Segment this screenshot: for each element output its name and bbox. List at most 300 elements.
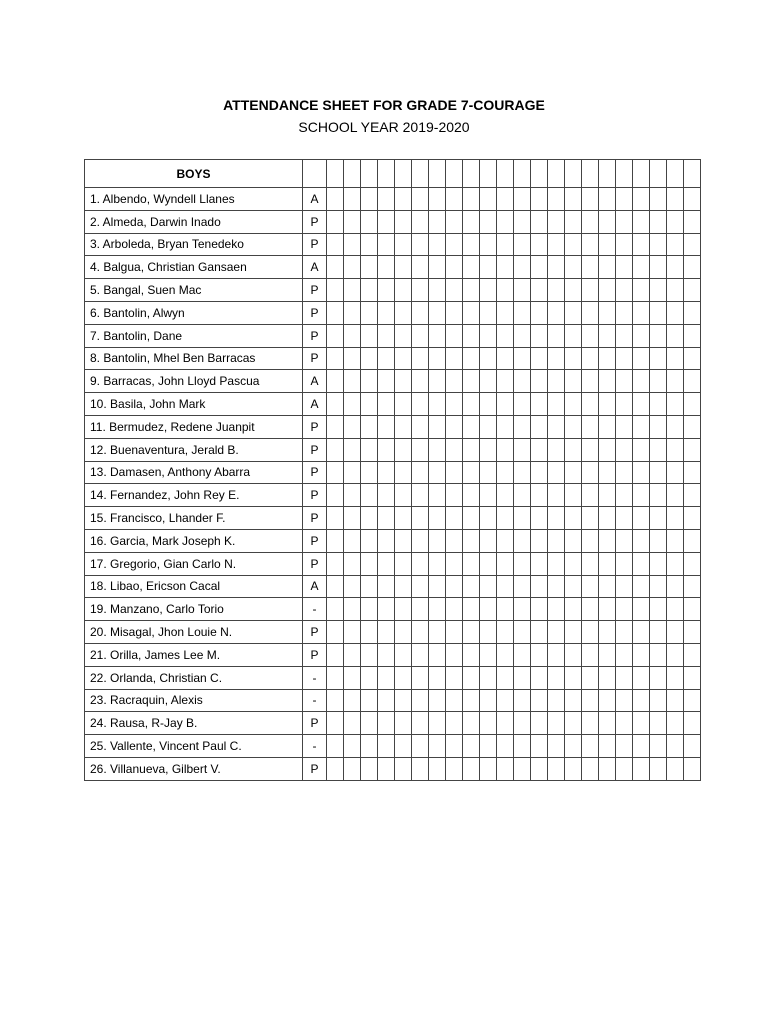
day-cell <box>497 279 514 302</box>
day-cell <box>412 689 429 712</box>
attendance-mark: A <box>303 256 327 279</box>
day-cell <box>667 438 684 461</box>
day-cell <box>378 735 395 758</box>
day-cell <box>616 461 633 484</box>
day-cell <box>395 552 412 575</box>
day-cell <box>565 438 582 461</box>
day-cell <box>633 484 650 507</box>
day-cell <box>446 598 463 621</box>
day-cell <box>616 666 633 689</box>
day-cell <box>463 666 480 689</box>
day-cell <box>633 507 650 530</box>
day-cell <box>684 160 701 188</box>
day-cell <box>429 621 446 644</box>
day-cell <box>497 529 514 552</box>
day-cell <box>361 279 378 302</box>
day-cell <box>667 210 684 233</box>
day-cell <box>650 461 667 484</box>
day-cell <box>378 301 395 324</box>
day-cell <box>344 552 361 575</box>
student-name: 15. Francisco, Lhander F. <box>85 507 303 530</box>
day-cell <box>463 324 480 347</box>
day-cell <box>463 279 480 302</box>
day-cell <box>446 643 463 666</box>
day-cell <box>616 279 633 302</box>
day-cell <box>633 689 650 712</box>
day-cell <box>378 210 395 233</box>
day-cell <box>344 393 361 416</box>
day-cell <box>344 735 361 758</box>
day-cell <box>395 621 412 644</box>
attendance-mark: P <box>303 438 327 461</box>
day-cell <box>684 643 701 666</box>
day-cell <box>344 188 361 211</box>
day-cell <box>599 484 616 507</box>
day-cell <box>446 347 463 370</box>
day-cell <box>616 370 633 393</box>
attendance-mark: A <box>303 188 327 211</box>
day-cell <box>429 712 446 735</box>
day-cell <box>327 484 344 507</box>
day-cell <box>412 552 429 575</box>
day-cell <box>514 160 531 188</box>
day-cell <box>446 484 463 507</box>
day-cell <box>684 347 701 370</box>
student-name: 25. Vallente, Vincent Paul C. <box>85 735 303 758</box>
day-cell <box>463 598 480 621</box>
day-cell <box>582 689 599 712</box>
day-cell <box>667 256 684 279</box>
day-cell <box>599 575 616 598</box>
day-cell <box>446 160 463 188</box>
day-cell <box>514 301 531 324</box>
attendance-mark: P <box>303 484 327 507</box>
day-cell <box>650 256 667 279</box>
day-cell <box>565 666 582 689</box>
day-cell <box>548 370 565 393</box>
day-cell <box>378 347 395 370</box>
day-cell <box>531 529 548 552</box>
day-cell <box>429 415 446 438</box>
day-cell <box>616 529 633 552</box>
day-cell <box>514 324 531 347</box>
student-name: 18. Libao, Ericson Cacal <box>85 575 303 598</box>
day-cell <box>497 507 514 530</box>
day-cell <box>599 461 616 484</box>
day-cell <box>327 735 344 758</box>
day-cell <box>531 666 548 689</box>
day-cell <box>582 370 599 393</box>
day-cell <box>463 415 480 438</box>
attendance-mark: P <box>303 347 327 370</box>
student-name: 11. Bermudez, Redene Juanpit <box>85 415 303 438</box>
day-cell <box>327 689 344 712</box>
table-row <box>85 507 701 530</box>
day-cell <box>446 666 463 689</box>
day-cell <box>582 233 599 256</box>
day-cell <box>344 279 361 302</box>
table-row <box>85 438 701 461</box>
day-cell <box>344 461 361 484</box>
day-cell <box>395 438 412 461</box>
day-cell <box>327 301 344 324</box>
day-cell <box>480 621 497 644</box>
day-cell <box>446 415 463 438</box>
day-cell <box>361 347 378 370</box>
student-name: 14. Fernandez, John Rey E. <box>85 484 303 507</box>
day-cell <box>548 461 565 484</box>
day-cell <box>378 415 395 438</box>
day-cell <box>361 256 378 279</box>
day-cell <box>361 507 378 530</box>
day-cell <box>616 507 633 530</box>
day-cell <box>446 461 463 484</box>
day-cell <box>531 438 548 461</box>
table-row <box>85 415 701 438</box>
day-cell <box>548 735 565 758</box>
day-cell <box>480 712 497 735</box>
table-row <box>85 621 701 644</box>
day-cell <box>548 347 565 370</box>
student-name: 9. Barracas, John Lloyd Pascua <box>85 370 303 393</box>
day-cell <box>582 507 599 530</box>
day-cell <box>565 712 582 735</box>
day-cell <box>344 666 361 689</box>
day-cell <box>514 507 531 530</box>
day-cell <box>667 188 684 211</box>
day-cell <box>327 210 344 233</box>
day-cell <box>684 529 701 552</box>
day-cell <box>633 347 650 370</box>
day-cell <box>412 324 429 347</box>
day-cell <box>616 415 633 438</box>
day-cell <box>531 643 548 666</box>
day-cell <box>446 188 463 211</box>
day-cell <box>650 735 667 758</box>
day-cell <box>412 461 429 484</box>
day-cell <box>633 461 650 484</box>
header-cell-boys: BOYS <box>85 160 303 188</box>
day-cell <box>531 598 548 621</box>
day-cell <box>395 598 412 621</box>
day-cell <box>497 438 514 461</box>
table-row <box>85 666 701 689</box>
day-cell <box>616 301 633 324</box>
day-cell <box>667 529 684 552</box>
day-cell <box>514 347 531 370</box>
day-cell <box>361 461 378 484</box>
day-cell <box>446 757 463 780</box>
day-cell <box>480 507 497 530</box>
day-cell <box>616 735 633 758</box>
day-cell <box>650 188 667 211</box>
day-cell <box>548 415 565 438</box>
student-name: 7. Bantolin, Dane <box>85 324 303 347</box>
day-cell <box>395 233 412 256</box>
day-cell <box>565 256 582 279</box>
day-cell <box>650 324 667 347</box>
day-cell <box>582 347 599 370</box>
day-cell <box>548 188 565 211</box>
day-cell <box>378 552 395 575</box>
attendance-mark: P <box>303 301 327 324</box>
day-cell <box>497 598 514 621</box>
day-cell <box>429 233 446 256</box>
day-cell <box>361 757 378 780</box>
day-cell <box>531 507 548 530</box>
table-row <box>85 324 701 347</box>
day-cell <box>497 643 514 666</box>
day-cell <box>344 347 361 370</box>
day-cell <box>344 256 361 279</box>
day-cell <box>327 621 344 644</box>
day-cell <box>684 598 701 621</box>
day-cell <box>667 712 684 735</box>
day-cell <box>395 689 412 712</box>
day-cell <box>531 484 548 507</box>
day-cell <box>633 438 650 461</box>
day-cell <box>650 233 667 256</box>
day-cell <box>616 621 633 644</box>
day-cell <box>361 735 378 758</box>
day-cell <box>344 160 361 188</box>
day-cell <box>599 712 616 735</box>
day-cell <box>412 575 429 598</box>
day-cell <box>429 598 446 621</box>
day-cell <box>361 643 378 666</box>
day-cell <box>616 233 633 256</box>
day-cell <box>667 598 684 621</box>
table-row <box>85 301 701 324</box>
day-cell <box>395 256 412 279</box>
day-cell <box>548 757 565 780</box>
day-cell <box>514 712 531 735</box>
day-cell <box>599 689 616 712</box>
student-name: 4. Balgua, Christian Gansaen <box>85 256 303 279</box>
table-row <box>85 643 701 666</box>
day-cell <box>429 507 446 530</box>
table-row <box>85 757 701 780</box>
day-cell <box>616 438 633 461</box>
day-cell <box>667 575 684 598</box>
day-cell <box>395 757 412 780</box>
day-cell <box>582 438 599 461</box>
day-cell <box>616 210 633 233</box>
day-cell <box>565 621 582 644</box>
day-cell <box>395 279 412 302</box>
day-cell <box>616 347 633 370</box>
day-cell <box>599 210 616 233</box>
day-cell <box>599 552 616 575</box>
day-cell <box>361 575 378 598</box>
day-cell <box>633 188 650 211</box>
day-cell <box>497 370 514 393</box>
day-cell <box>514 575 531 598</box>
table-row <box>85 393 701 416</box>
table-row <box>85 210 701 233</box>
day-cell <box>565 415 582 438</box>
day-cell <box>446 324 463 347</box>
day-cell <box>582 575 599 598</box>
day-cell <box>446 233 463 256</box>
day-cell <box>667 370 684 393</box>
day-cell <box>684 188 701 211</box>
day-cell <box>599 643 616 666</box>
table-row <box>85 552 701 575</box>
day-cell <box>327 256 344 279</box>
day-cell <box>650 529 667 552</box>
day-cell <box>684 757 701 780</box>
day-cell <box>514 621 531 644</box>
day-cell <box>514 438 531 461</box>
attendance-mark: - <box>303 735 327 758</box>
day-cell <box>650 552 667 575</box>
day-cell <box>463 188 480 211</box>
day-cell <box>361 160 378 188</box>
day-cell <box>361 370 378 393</box>
day-cell <box>667 552 684 575</box>
day-cell <box>667 415 684 438</box>
day-cell <box>650 370 667 393</box>
day-cell <box>531 461 548 484</box>
day-cell <box>616 484 633 507</box>
day-cell <box>667 301 684 324</box>
day-cell <box>548 324 565 347</box>
day-cell <box>412 188 429 211</box>
day-cell <box>429 210 446 233</box>
day-cell <box>514 643 531 666</box>
day-cell <box>497 256 514 279</box>
day-cell <box>395 735 412 758</box>
day-cell <box>429 160 446 188</box>
day-cell <box>565 757 582 780</box>
day-cell <box>327 507 344 530</box>
day-cell <box>514 370 531 393</box>
day-cell <box>684 279 701 302</box>
day-cell <box>463 712 480 735</box>
student-name: 8. Bantolin, Mhel Ben Barracas <box>85 347 303 370</box>
attendance-mark: A <box>303 575 327 598</box>
day-cell <box>429 735 446 758</box>
day-cell <box>429 393 446 416</box>
day-cell <box>344 598 361 621</box>
day-cell <box>565 484 582 507</box>
day-cell <box>480 301 497 324</box>
day-cell <box>378 370 395 393</box>
day-cell <box>582 256 599 279</box>
day-cell <box>361 552 378 575</box>
day-cell <box>548 689 565 712</box>
day-cell <box>633 210 650 233</box>
day-cell <box>599 347 616 370</box>
day-cell <box>531 415 548 438</box>
student-name: 10. Basila, John Mark <box>85 393 303 416</box>
day-cell <box>684 324 701 347</box>
day-cell <box>378 438 395 461</box>
day-cell <box>497 210 514 233</box>
day-cell <box>616 160 633 188</box>
day-cell <box>599 598 616 621</box>
day-cell <box>667 233 684 256</box>
day-cell <box>497 735 514 758</box>
day-cell <box>650 393 667 416</box>
day-cell <box>378 757 395 780</box>
day-cell <box>395 347 412 370</box>
day-cell <box>361 712 378 735</box>
day-cell <box>633 621 650 644</box>
day-cell <box>531 279 548 302</box>
day-cell <box>378 529 395 552</box>
day-cell <box>344 575 361 598</box>
day-cell <box>616 575 633 598</box>
day-cell <box>480 484 497 507</box>
day-cell <box>684 301 701 324</box>
day-cell <box>480 529 497 552</box>
day-cell <box>327 160 344 188</box>
day-cell <box>412 301 429 324</box>
day-cell <box>395 188 412 211</box>
day-cell <box>463 575 480 598</box>
day-cell <box>565 160 582 188</box>
day-cell <box>667 484 684 507</box>
day-cell <box>514 415 531 438</box>
day-cell <box>378 160 395 188</box>
day-cell <box>633 233 650 256</box>
day-cell <box>616 324 633 347</box>
day-cell <box>548 484 565 507</box>
day-cell <box>582 621 599 644</box>
page-subtitle: SCHOOL YEAR 2019-2020 <box>298 119 470 135</box>
day-cell <box>463 438 480 461</box>
day-cell <box>599 621 616 644</box>
day-cell <box>480 598 497 621</box>
table-row <box>85 347 701 370</box>
day-cell <box>412 160 429 188</box>
day-cell <box>378 643 395 666</box>
day-cell <box>616 256 633 279</box>
day-cell <box>531 689 548 712</box>
day-cell <box>344 324 361 347</box>
day-cell <box>548 256 565 279</box>
table-row <box>85 598 701 621</box>
day-cell <box>565 689 582 712</box>
day-cell <box>446 689 463 712</box>
day-cell <box>616 598 633 621</box>
day-cell <box>514 735 531 758</box>
day-cell <box>378 712 395 735</box>
attendance-mark: P <box>303 507 327 530</box>
day-cell <box>633 575 650 598</box>
day-cell <box>582 484 599 507</box>
day-cell <box>480 735 497 758</box>
table-row <box>85 735 701 758</box>
day-cell <box>412 507 429 530</box>
day-cell <box>480 233 497 256</box>
day-cell <box>582 210 599 233</box>
day-cell <box>684 689 701 712</box>
day-cell <box>429 279 446 302</box>
day-cell <box>446 552 463 575</box>
day-cell <box>327 461 344 484</box>
day-cell <box>480 552 497 575</box>
day-cell <box>429 552 446 575</box>
day-cell <box>378 188 395 211</box>
attendance-mark: A <box>303 370 327 393</box>
day-cell <box>565 575 582 598</box>
day-cell <box>429 461 446 484</box>
day-cell <box>497 689 514 712</box>
day-cell <box>446 529 463 552</box>
